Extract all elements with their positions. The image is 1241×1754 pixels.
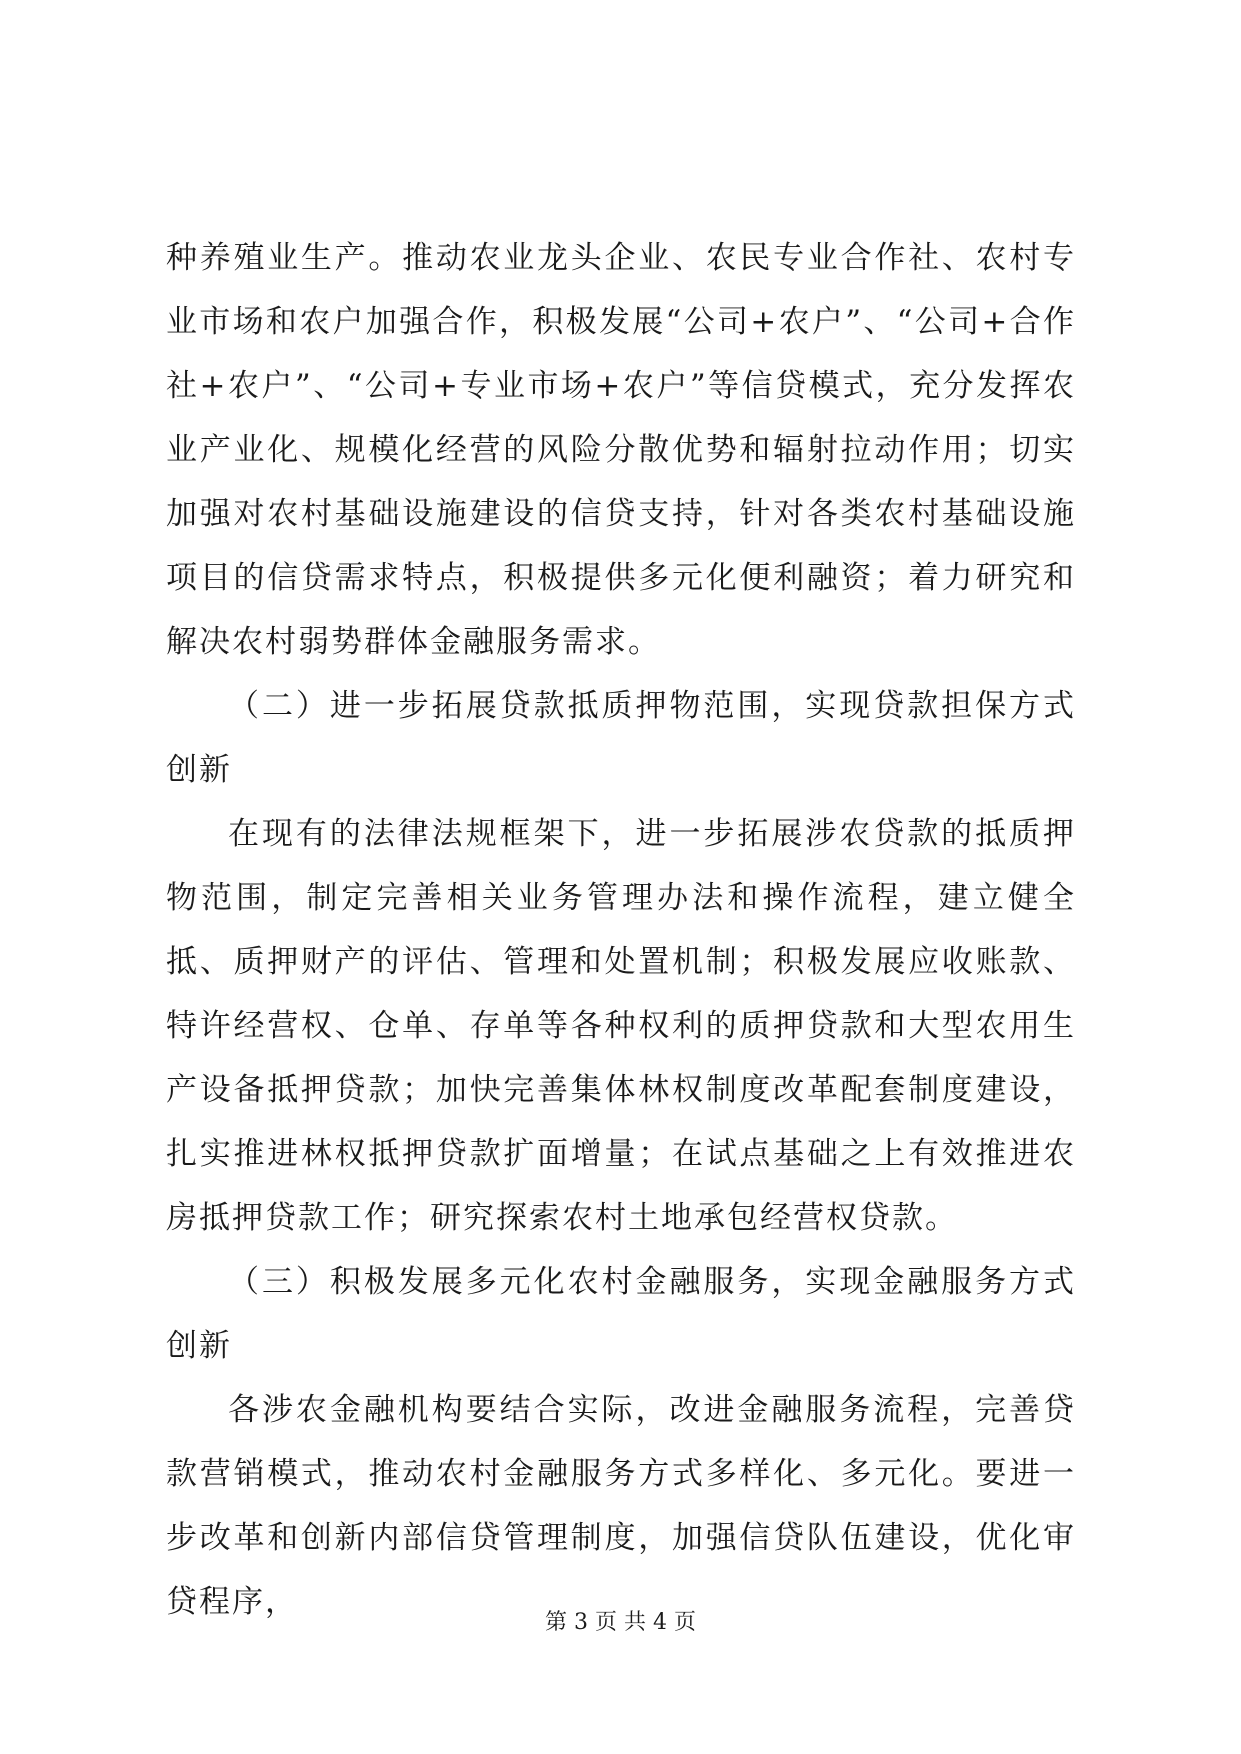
paragraph-collateral: 在现有的法律法规框架下，进一步拓展涉农贷款的抵质押物范围，制定完善相关业务管理办法和操作流程，建立健全抵、质押财产的评估、管理和处置机制；积极发展应收账款、特许经营权、仓单、存单等各种权利的质押贷款和大型农用生产设备抵押贷款；加快完善集体林权制度改革配套制度建设，扎实推进林权抵押贷款扩面增量；在试点基础之上有效推进农房抵押贷款工作；研究探索农村土地承包经营权贷款。 bbox=[166, 816, 1076, 1236]
section-heading-3: （三）积极发展多元化农村金融服务，实现金融服务方式创新 bbox=[166, 1264, 1076, 1364]
document-body bbox=[166, 226, 1076, 1634]
paragraph-services: 各涉农金融机构要结合实际，改进金融服务流程，完善贷款营销模式，推动农村金融服务方式多样化、多元化。要进一步改革和创新内部信贷管理制度，加强信贷队伍建设，优化审贷程序， bbox=[166, 1392, 1076, 1620]
page-number-footer: 第 3 页 共 4 页 bbox=[545, 1610, 696, 1635]
section-heading-2: （二）进一步拓展贷款抵质押物范围，实现贷款担保方式创新 bbox=[166, 688, 1076, 788]
paragraph-continuation: 种养殖业生产。推动农业龙头企业、农民专业合作社、农村专业市场和农户加强合作，积极发展“公司+农户”、“公司+合作社+农户”、“公司+专业市场+农户”等信贷模式，充分发挥农业产业化、规模化经营的风险分散优势和辐射拉动作用；切实加强对农村基础设施建设的信贷支持，针对各类农村基础设施项目的信贷需求特点，积极提供多元化便利融资；着力研究和解决农村弱势群体金融服务需求。 bbox=[166, 240, 1076, 660]
